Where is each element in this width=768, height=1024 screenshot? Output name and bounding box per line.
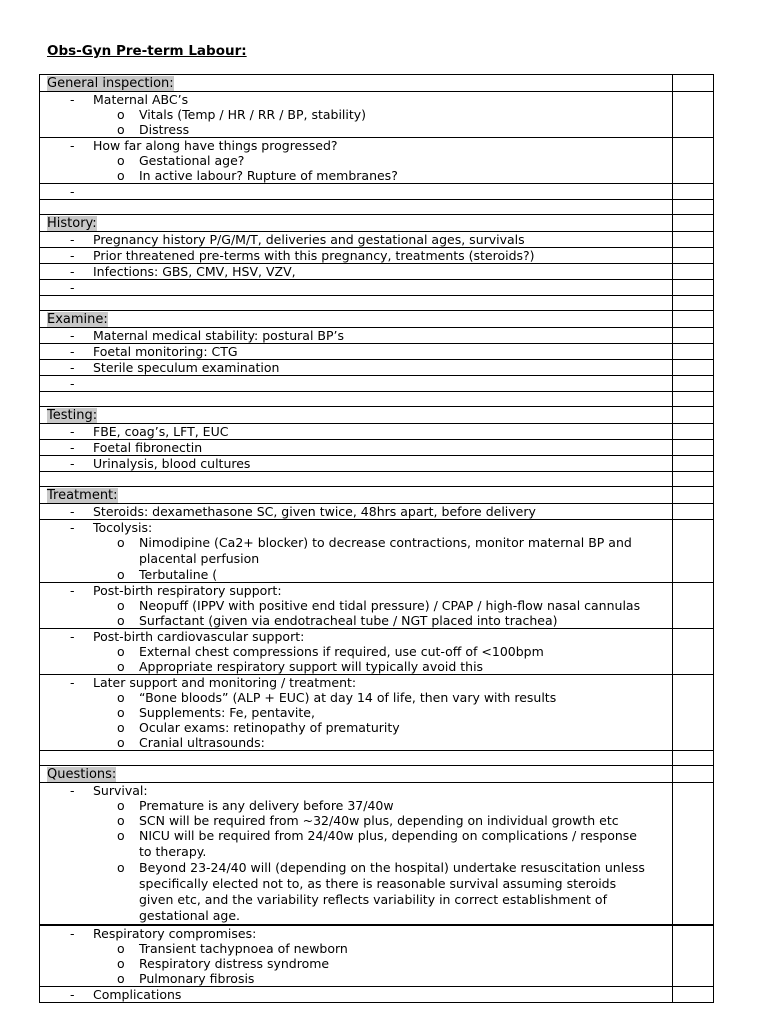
table-row	[39, 184, 714, 200]
section-header-questions	[39, 766, 714, 783]
list-item: - Foetal monitoring: CTG	[70, 344, 238, 359]
sub-item: o Terbutaline (	[117, 567, 218, 582]
sub-item: o Neopuff (IPPV with positive end tidal pressure) / CPAP / high-flow nasal cannulas	[117, 598, 641, 613]
sub-item: o NICU will be required from 24/40w plus, depending on complications / response to therapy.	[117, 828, 637, 859]
sub-item: o Gestational age?	[117, 153, 245, 168]
list-item: - Tocolysis:	[70, 520, 153, 535]
list-item: - Steroids: dexamethasone SC, given twice, 48hrs apart, before delivery	[70, 504, 536, 519]
sub-item: o Premature is any delivery before 37/40w	[117, 798, 394, 813]
sub-item: o Distress	[117, 122, 190, 137]
table-row	[39, 264, 714, 280]
section-header-general	[39, 74, 714, 92]
sub-item: o Nimodipine (Ca2+ blocker) to decrease contractions, monitor maternal BP and placental perfusion	[117, 535, 632, 566]
list-item: - Complications	[70, 987, 182, 1002]
table-row	[39, 248, 714, 264]
table-row	[39, 344, 714, 360]
list-item: - Maternal medical stability: postural BP’s	[70, 328, 345, 343]
spacer-row	[39, 200, 714, 215]
table-row	[39, 583, 714, 629]
list-item: - Survival:	[70, 783, 148, 798]
sub-item: o Vitals (Temp / HR / RR / BP, stability)	[117, 107, 367, 122]
list-item: - Foetal fibronectin	[70, 440, 203, 455]
list-item: - Pregnancy history P/G/M/T, deliveries and gestational ages, survivals	[70, 232, 525, 247]
table-row	[39, 92, 714, 138]
section-header-testing	[39, 407, 714, 424]
section-heading: Examine:	[47, 312, 108, 327]
table-row	[39, 424, 714, 440]
table-row	[39, 360, 714, 376]
sub-item: o “Bone bloods” (ALP + EUC) at day 14 of life, then vary with results	[117, 690, 557, 705]
checklist-table	[39, 74, 714, 1003]
table-row	[39, 504, 714, 520]
list-item: -	[70, 376, 75, 391]
list-item: - Maternal ABC’s	[70, 92, 189, 107]
sub-item: o Pulmonary fibrosis	[117, 971, 255, 986]
sub-item: o Surfactant (given via endotracheal tube / NGT placed into trachea)	[117, 613, 558, 628]
sub-item: o Beyond 23-24/40 will (depending on the hospital) undertake resuscitation unless specifically elected not to, as there is reasonable survival assuming steroids given etc, and the variability reflects variability in correct establishment of gestational age.	[117, 860, 645, 923]
table-row	[39, 675, 714, 751]
list-item: - Sterile speculum examination	[70, 360, 280, 375]
section-heading: Questions:	[47, 767, 117, 782]
spacer-row	[39, 751, 714, 766]
list-item: - Respiratory compromises:	[70, 926, 257, 941]
sub-item: o SCN will be required from ~32/40w plus, depending on individual growth etc	[117, 813, 619, 828]
table-row	[39, 376, 714, 392]
spacer-row	[39, 392, 714, 407]
section-heading: Treatment:	[47, 488, 118, 503]
list-item: - Urinalysis, blood cultures	[70, 456, 251, 471]
list-item: - Later support and monitoring / treatment:	[70, 675, 357, 690]
table-row	[39, 629, 714, 675]
list-item: - FBE, coag’s, LFT, EUC	[70, 424, 229, 439]
list-item: -	[70, 184, 75, 199]
sub-item: o Ocular exams: retinopathy of prematurity	[117, 720, 400, 735]
list-item: - How far along have things progressed?	[70, 138, 338, 153]
sub-item: o Respiratory distress syndrome	[117, 956, 330, 971]
table-row	[39, 456, 714, 472]
sub-item: o Appropriate respiratory support will typically avoid this	[117, 659, 484, 674]
table-row	[39, 783, 714, 926]
spacer-row	[39, 296, 714, 311]
section-heading: Testing:	[47, 408, 98, 423]
page-title: Obs-Gyn Pre-term Labour:	[47, 43, 247, 59]
section-header-examine	[39, 311, 714, 328]
table-row	[39, 138, 714, 184]
section-header-treatment	[39, 487, 714, 504]
section-heading: General inspection:	[47, 76, 174, 91]
list-item: - Infections: GBS, CMV, HSV, VZV,	[70, 264, 296, 279]
list-item: - Post-birth cardiovascular support:	[70, 629, 305, 644]
table-row	[39, 232, 714, 248]
spacer-row	[39, 472, 714, 487]
sub-item: o Transient tachypnoea of newborn	[117, 941, 348, 956]
table-row	[39, 987, 714, 1003]
list-item: -	[70, 280, 75, 295]
section-heading: History:	[47, 216, 97, 231]
table-row	[39, 440, 714, 456]
list-item: - Prior threatened pre-terms with this pregnancy, treatments (steroids?)	[70, 248, 535, 263]
table-row	[39, 328, 714, 344]
table-row	[39, 926, 714, 987]
sub-item: o External chest compressions if required, use cut-off of <100bpm	[117, 644, 544, 659]
sub-item: o In active labour? Rupture of membranes?	[117, 168, 398, 183]
list-item: - Post-birth respiratory support:	[70, 583, 282, 598]
section-header-history	[39, 215, 714, 232]
table-row	[39, 520, 714, 583]
sub-item: o Supplements: Fe, pentavite,	[117, 705, 315, 720]
sub-item: o Cranial ultrasounds:	[117, 735, 265, 750]
table-row	[39, 280, 714, 296]
